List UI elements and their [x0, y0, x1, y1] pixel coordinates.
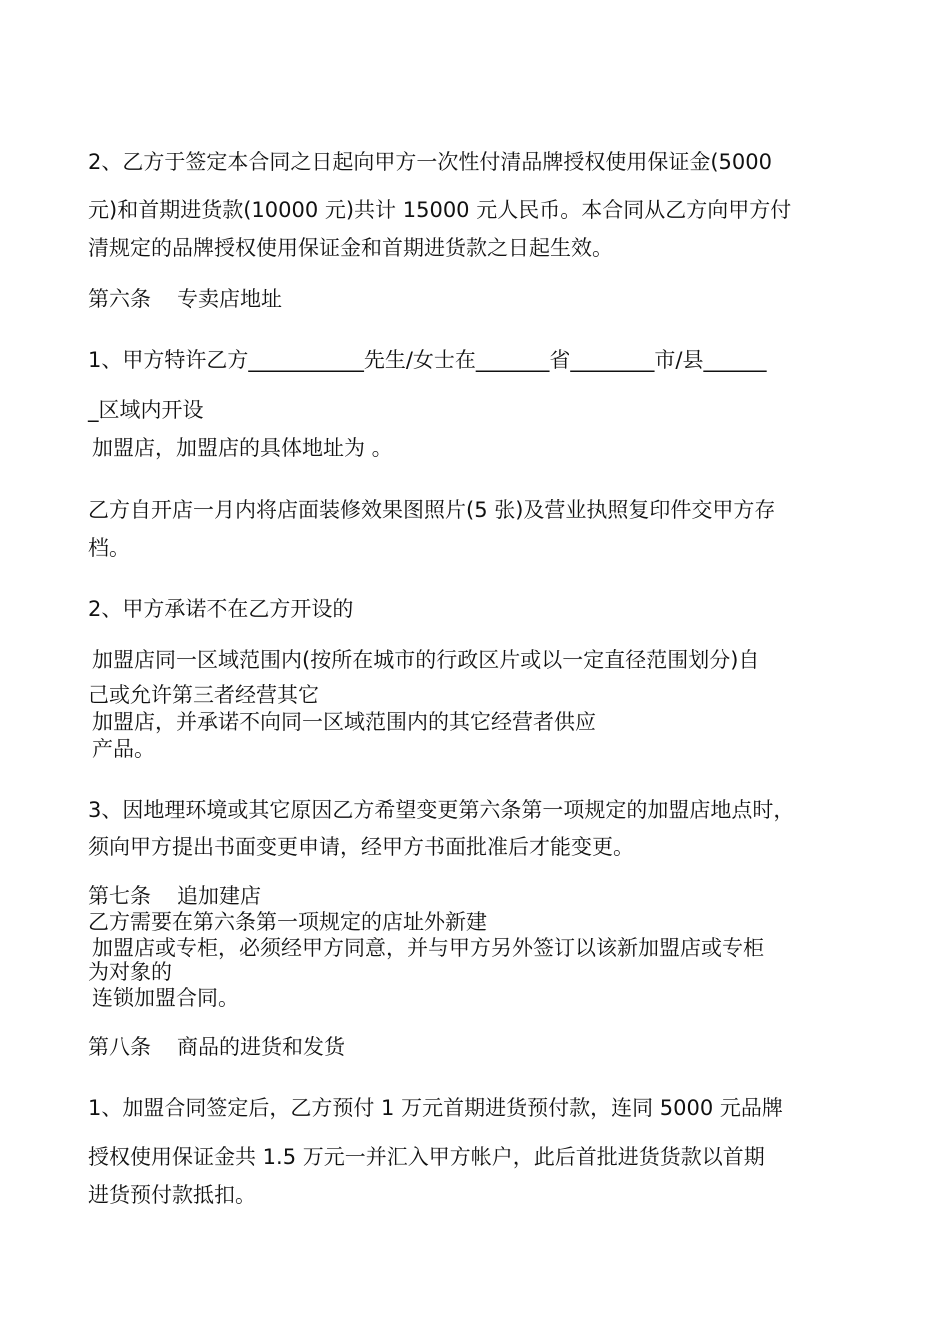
- article-8-item-1-line-2: 授权使用保证金共 1.5 万元一并汇入甲方帐户，此后首批进货货款以首期: [88, 1145, 765, 1169]
- article-6-item-2-line-3: 己或允许第三者经营其它: [88, 683, 319, 707]
- clause-2-line-3: 清规定的品牌授权使用保证金和首期进货款之日起生效。: [88, 236, 613, 260]
- article-7-number: 第七条: [88, 884, 151, 908]
- article-7-line-1: 乙方需要在第六条第一项规定的店址外新建: [88, 910, 487, 934]
- article-8-number: 第八条: [88, 1035, 151, 1059]
- article-8-item-1-line-3: 进货预付款抵扣。: [88, 1183, 256, 1207]
- article-6-item-1-line-1: 1、甲方特许乙方___________先生/女士在_______省________市/县______: [88, 348, 767, 372]
- article-6-note-line-2: 档。: [88, 536, 130, 560]
- article-6-heading: [88, 285, 282, 313]
- clause-2-line-2: 元)和首期进货款(10000 元)共计 15000 元人民币。本合同从乙方向甲方付: [88, 198, 792, 222]
- article-7-title: 追加建店: [177, 884, 261, 908]
- article-7-line-4: 连锁加盟合同。: [92, 986, 239, 1010]
- article-8-item-1-line-1: 1、加盟合同签定后，乙方预付 1 万元首期进货预付款，连同 5000 元品牌: [88, 1096, 783, 1120]
- article-7-heading: [88, 882, 261, 910]
- article-6-item-2-line-5: 产品。: [92, 737, 155, 761]
- article-7-line-3: 为对象的: [88, 960, 172, 984]
- clause-2-line-1: 2、乙方于签定本合同之日起向甲方一次性付清品牌授权使用保证金(5000: [88, 150, 772, 174]
- article-6-item-1-line-2: _区域内开设: [88, 398, 204, 422]
- article-6-item-3-line-2: 须向甲方提出书面变更申请，经甲方书面批准后才能变更。: [88, 835, 634, 859]
- article-8-title: 商品的进货和发货: [177, 1035, 345, 1059]
- article-6-note-line-1: 乙方自开店一月内将店面装修效果图照片(5 张)及营业执照复印件交甲方存: [88, 498, 776, 522]
- article-7-line-2: 加盟店或专柜，必须经甲方同意，并与甲方另外签订以该新加盟店或专柜: [92, 936, 764, 960]
- article-8-heading: [88, 1033, 345, 1061]
- article-6-item-3-line-1: 3、因地理环境或其它原因乙方希望变更第六条第一项规定的加盟店地点时，: [88, 798, 795, 822]
- article-6-item-1-line-3: 加盟店，加盟店的具体地址为 。: [92, 436, 393, 460]
- article-6-item-2-line-2: 加盟店同一区域范围内(按所在城市的行政区片或以一定直径范围划分)自: [92, 648, 760, 672]
- article-6-title: 专卖店地址: [177, 287, 282, 311]
- article-6-number: 第六条: [88, 287, 151, 311]
- article-6-item-2-line-1: 2、甲方承诺不在乙方开设的: [88, 597, 354, 621]
- article-6-item-2-line-4: 加盟店，并承诺不向同一区域范围内的其它经营者供应: [92, 710, 596, 734]
